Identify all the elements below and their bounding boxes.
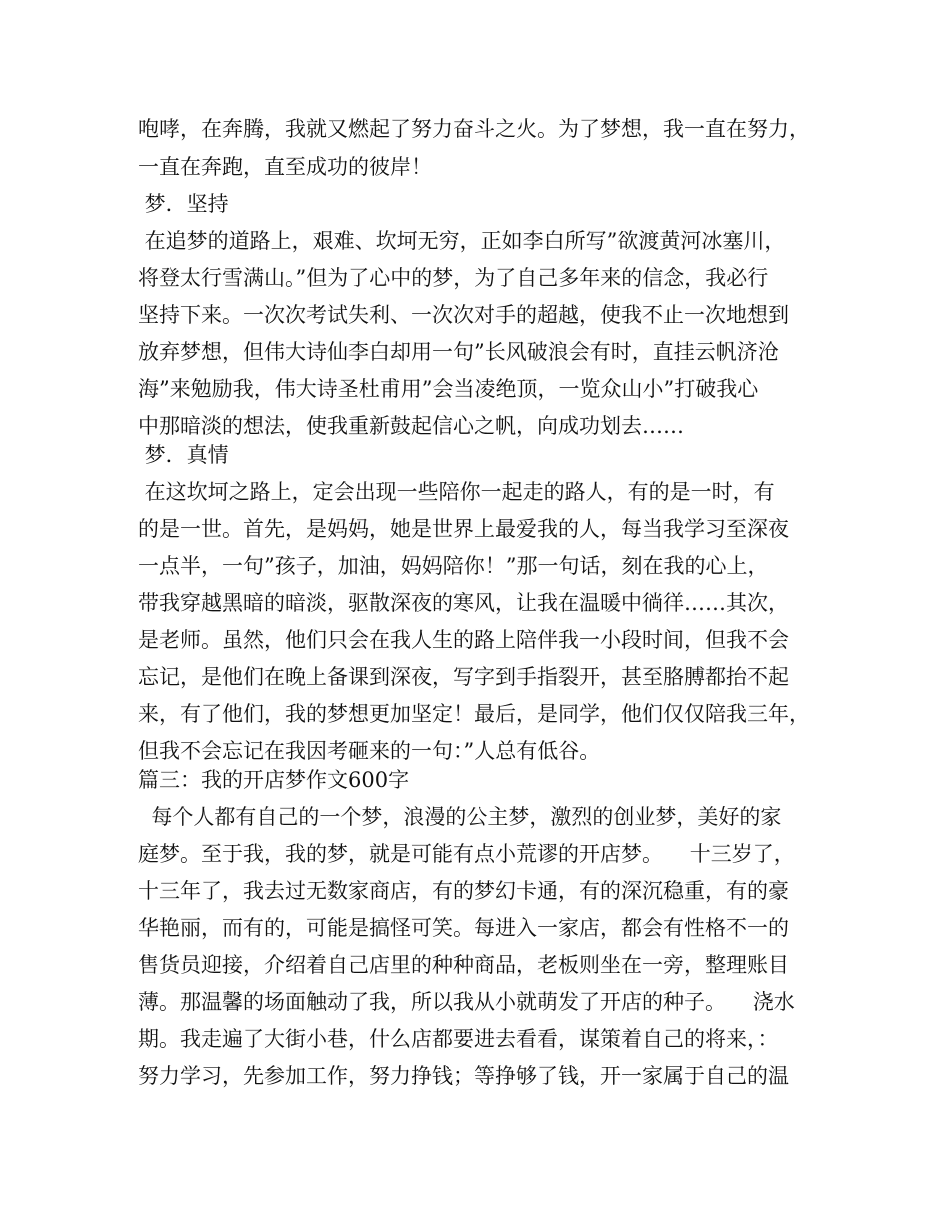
article-title: 篇三：我的开店梦作文600字 — [138, 768, 410, 792]
text-line: 将登太行雪满山。”但为了心中的梦，为了自己多年来的信念，我必行 — [138, 266, 769, 290]
text-line: 来，有了他们，我的梦想更加坚定！最后，是同学，他们仅仅陪我三年， — [138, 702, 810, 726]
text-line: 放弃梦想，但伟大诗仙李白却用一句”长风破浪会有时，直挂云帆济沧 — [138, 340, 779, 364]
text-line: 是老师。虽然，他们只会在我人生的路上陪伴我一小段时间，但我不会 — [138, 628, 789, 652]
text-line: 十三年了，我去过无数家商店，有的梦幻卡通，有的深沉稳重，有的豪 — [138, 879, 789, 903]
text-line: 坚持下来。一次次考试失利、一次次对手的超越，使我不止一次地想到 — [138, 303, 789, 327]
text-line: 一直在奔跑，直至成功的彼岸！ — [138, 155, 432, 179]
text-line: 庭梦。至于我，我的梦，就是可能有点小荒谬的开店梦。 十三岁了， — [138, 842, 795, 866]
text-line: 海”来勉励我，伟大诗圣杜甫用”会当凌绝顶，一览众山小”打破我心 — [138, 377, 759, 401]
text-line: 努力学习，先参加工作，努力挣钱；等挣够了钱，开一家属于自己的温 — [138, 1064, 789, 1088]
section-heading: 梦．坚持 — [138, 192, 229, 216]
text-line: 每个人都有自己的一个梦，浪漫的公主梦，激烈的创业梦，美好的家 — [138, 805, 782, 829]
text-line: 期。我走遍了大街小巷，什么店都要进去看看，谋策着自己的将来，： — [138, 1027, 779, 1051]
text-line: 忘记，是他们在晚上备课到深夜，写字到手指裂开，甚至胳膊都抬不起 — [138, 665, 789, 689]
text-line: 的是一世。首先，是妈妈，她是世界上最爱我的人，每当我学习至深夜 — [138, 517, 789, 541]
text-line: 在追梦的道路上，艰难、坎坷无穷，正如李白所写”欲渡黄河冰塞川， — [138, 229, 786, 253]
text-line: 华艳丽，而有的，可能是搞怪可笑。每进入一家店，都会有性格不一的 — [138, 916, 789, 940]
section-heading: 梦．真情 — [138, 443, 229, 467]
text-line: 中那暗淡的想法，使我重新鼓起信心之帆，向成功划去…… — [138, 414, 684, 438]
text-line: 带我穿越黑暗的暗淡，驱散深夜的寒风，让我在温暖中徜徉……其次， — [138, 591, 789, 615]
text-line: 在这坎坷之路上，定会出现一些陪你一起走的路人，有的是一时，有 — [138, 480, 775, 504]
text-line: 薄。那温馨的场面触动了我，所以我从小就萌发了开店的种子。 浇水 — [138, 990, 795, 1014]
text-line: 售货员迎接，介绍着自己店里的种种商品，老板则坐在一旁，整理账目 — [138, 953, 789, 977]
text-line: 一点半，一句”孩子，加油，妈妈陪你！”那一句话，刻在我的心上， — [138, 554, 769, 578]
text-line: 咆哮，在奔腾，我就又燃起了努力奋斗之火。为了梦想，我一直在努力， — [138, 117, 810, 141]
text-line: 但我不会忘记在我因考砸来的一句：”人总有低谷。 — [138, 739, 601, 763]
